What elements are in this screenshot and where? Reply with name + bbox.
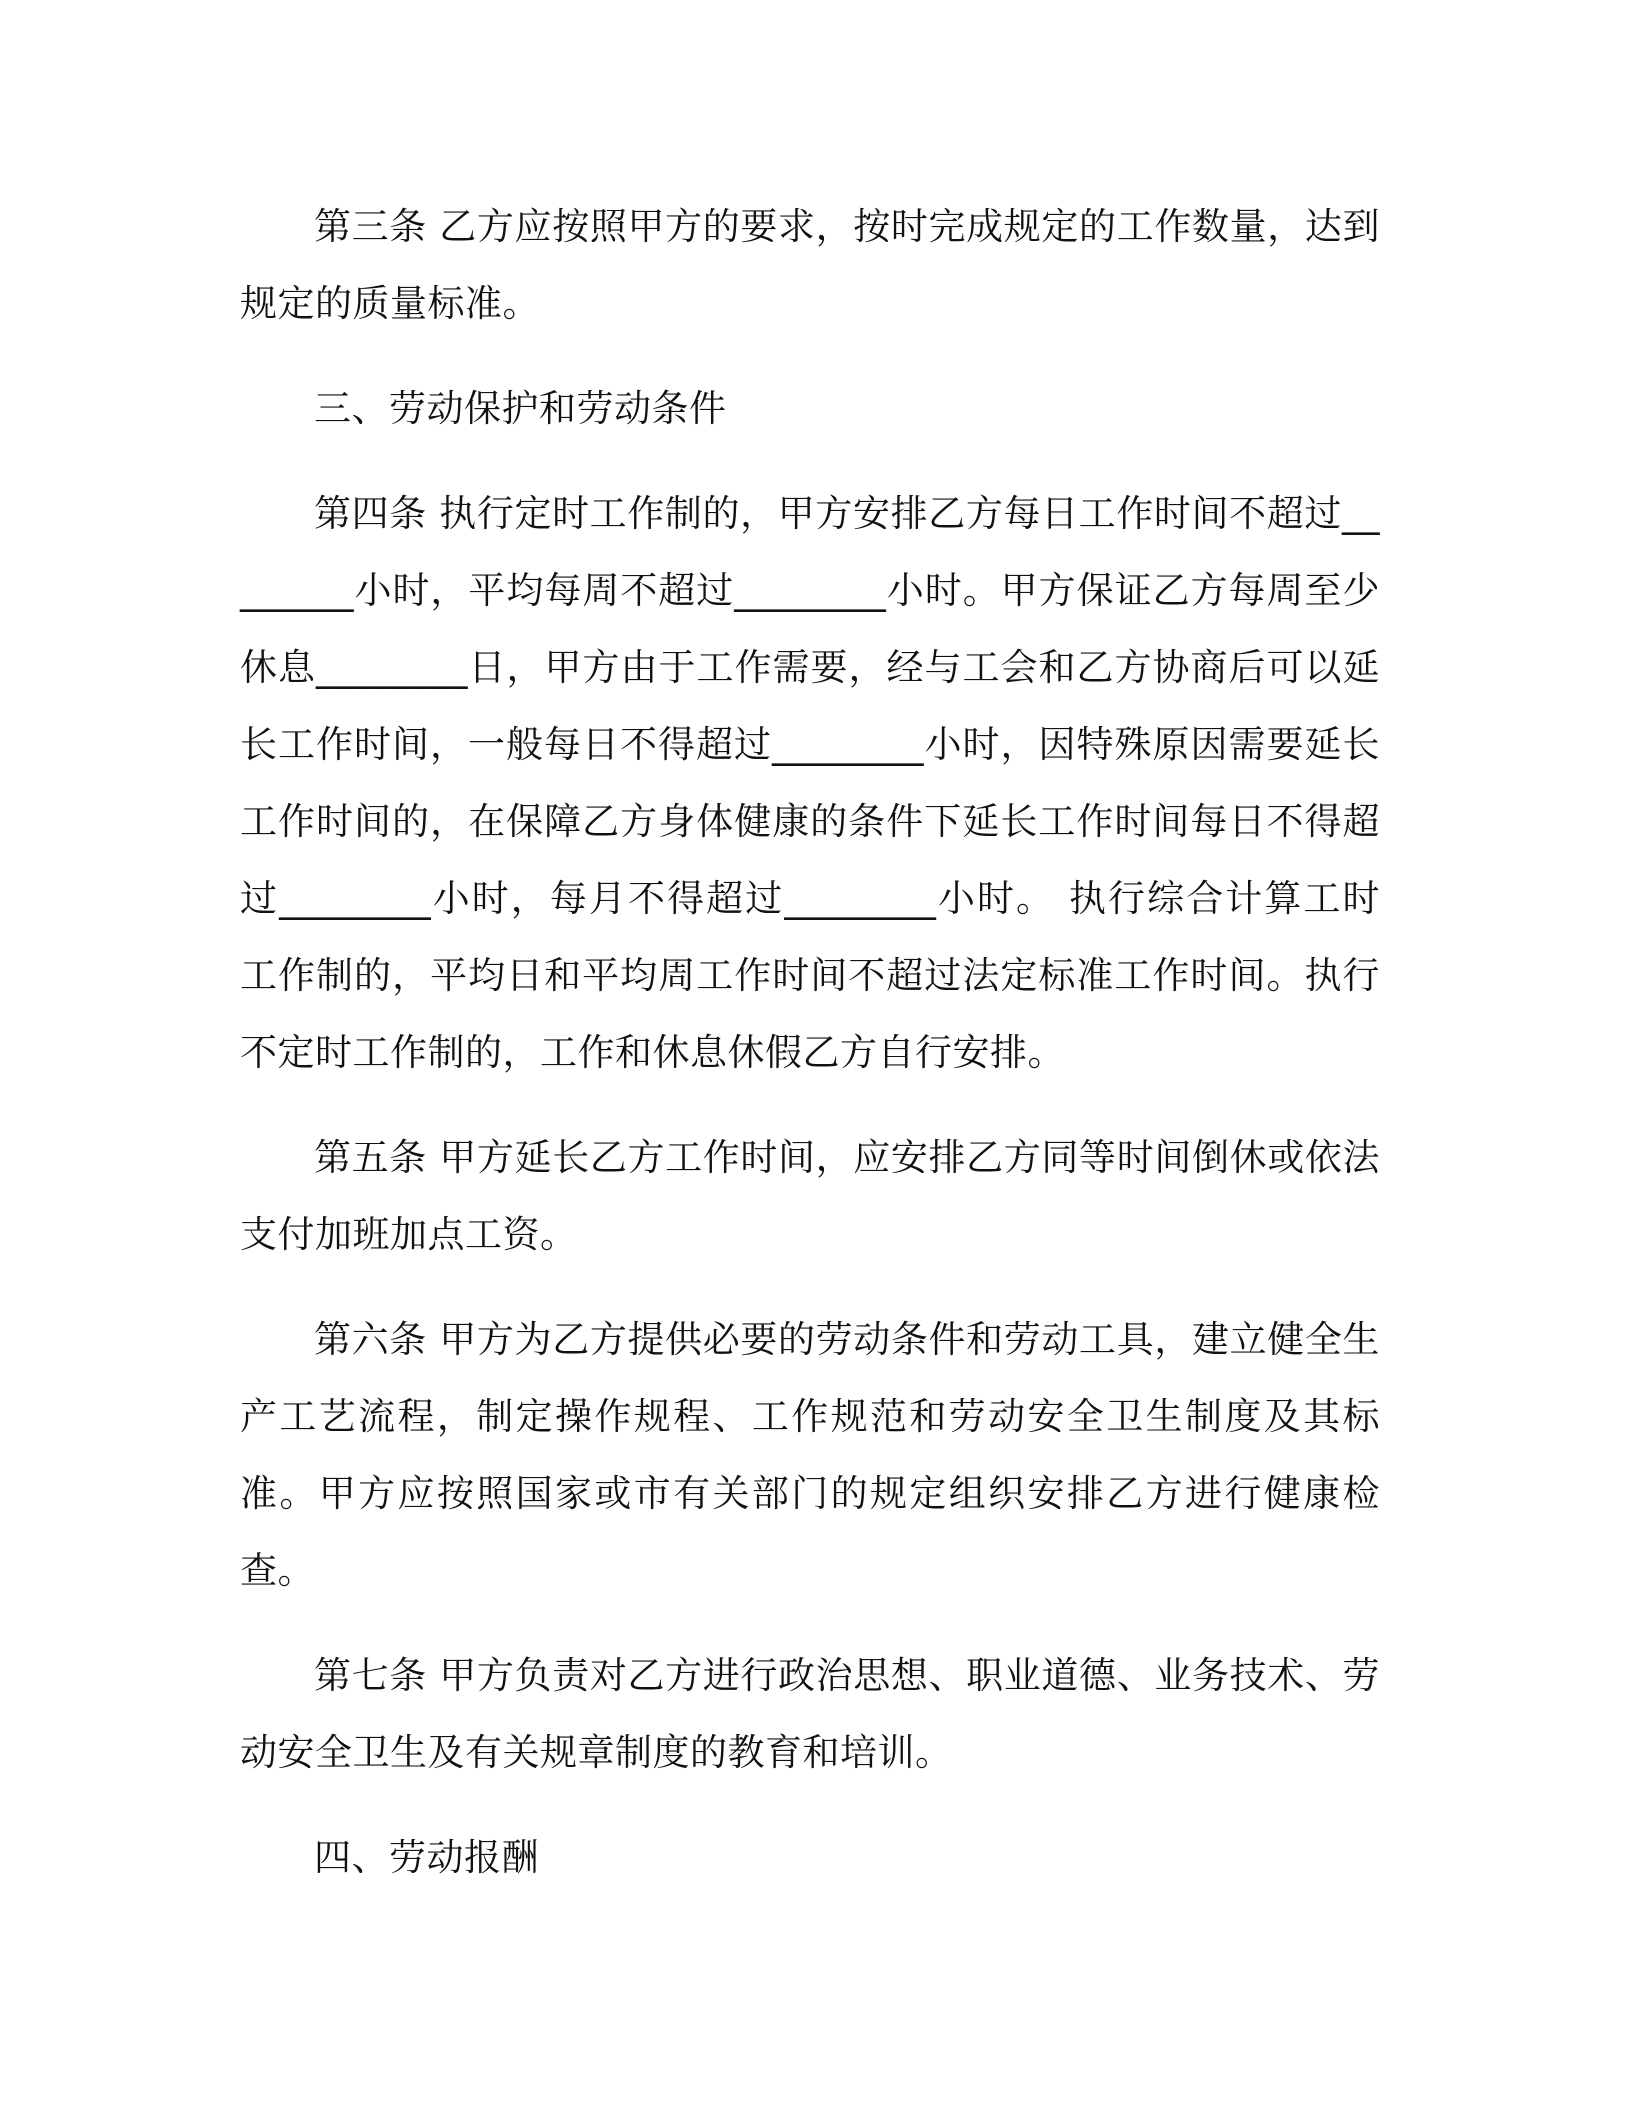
article-3-paragraph: 第三条 乙方应按照甲方的要求，按时完成规定的工作数量，达到规定的质量标准。 xyxy=(240,205,1380,325)
article-6-paragraph: 第六条 甲方为乙方提供必要的劳动条件和劳动工具，建立健全生产工艺流程，制定操作规程、工作规范和劳动安全卫生制度及其标准。甲方应按照国家或市有关部门的规定组织安排乙方进行健康检查。 xyxy=(240,1318,1380,1592)
article-4-paragraph: 第四条 执行定时工作制的，甲方安排乙方每日工作时间不超过________小时，平均每周不超过________小时。甲方保证乙方每周至少休息________日，甲方由于工作需要，经与工会和乙方协商后可以延长工作时间，一般每日不得超过________小时，因特殊原因需要延长工作时间的，在保障乙方身体健康的条件下延长工作时间每日不得超过________小时，每月不得超过________小时。 执行综合计算工时工作制的，平均日和平均周工作时间不超过法定标准工作时间。执行不定时工作制的，工作和休息休假乙方自行安排。 xyxy=(240,492,1380,1074)
section-3-heading: 三、劳动保护和劳动条件 xyxy=(314,387,727,430)
section-4-heading: 四、劳动报酬 xyxy=(314,1836,539,1879)
document-page xyxy=(240,188,1380,1924)
article-5-paragraph: 第五条 甲方延长乙方工作时间，应安排乙方同等时间倒休或依法支付加班加点工资。 xyxy=(240,1136,1380,1256)
article-7-paragraph: 第七条 甲方负责对乙方进行政治思想、职业道德、业务技术、劳动安全卫生及有关规章制度的教育和培训。 xyxy=(240,1654,1380,1774)
